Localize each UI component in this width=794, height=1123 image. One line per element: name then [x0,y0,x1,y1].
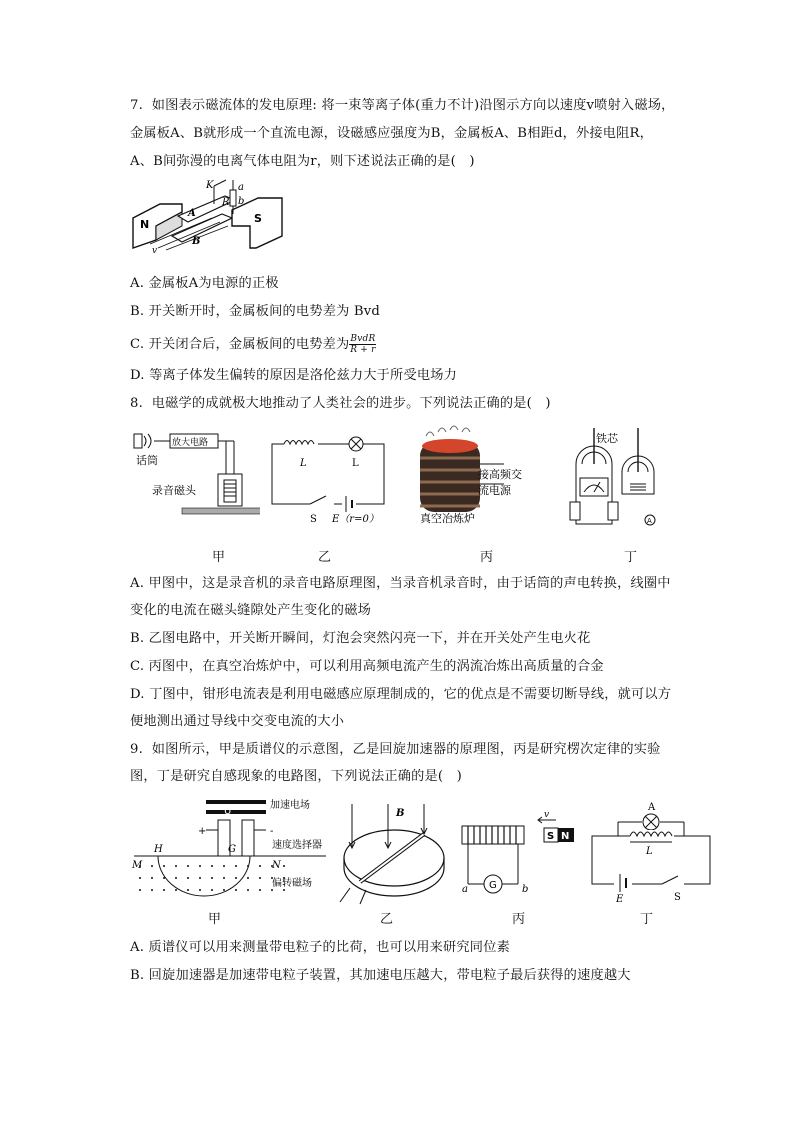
q8-jia-mic-label: 话筒 [136,454,158,467]
q9-jia-deflect-label: 偏转磁场 [272,878,312,889]
q9-jia-n-label: N [272,860,281,871]
q8-figure-yi [270,434,390,526]
q9-jia-g-label: G [228,844,236,855]
q7-option-c-fraction [349,334,376,355]
q7-option-c [130,334,376,355]
q9-jia-plus: + [198,826,207,837]
q9-ding-s-label: S [674,892,681,903]
q8-yi-switch-label: S [310,514,317,525]
q9-figure-bing [460,808,580,900]
q8-option-c: C. 丙图中，在真空冶炼炉中，可以利用高频电流产生的涡流冶炼出高质量的合金 [130,659,604,674]
q9-jia-m-label: M [132,860,143,871]
q9-option-a: A. 质谱仪可以用来测量带电粒子的比荷，也可以用来研究同位素 [130,940,510,955]
q7-label-r: R [222,197,230,208]
q7-label-v: v [152,246,158,256]
q8-bing-hf-label-2: 流电源 [478,484,511,497]
q9-stem-line-1: 9. 如图所示，甲是质谱仪的示意图，乙是回旋加速器的原理图，丙是研究楞次定律的实验 [130,742,661,757]
q9-option-b: B. 回旋加速器是加速带电粒子装置，其加速电压越大，带电粒子最后获得的速度越大 [130,968,631,983]
q8-option-a-line-1: A. 甲图中，这是录音机的录音电路原理图，当录音机录音时，由于话筒的声电转换，线圈中 [130,576,671,591]
svg-text:A: A [647,517,652,525]
q9-ding-l-label: L [646,846,653,857]
q7-stem-line-2: 金属板A、B就形成一个直流电源，设磁感应强度为B，金属板A、B相距d，外接电阻R， [130,126,654,141]
q9-stem-line-2: 图，丁是研究自感现象的电路图，下列说法正确的是( ) [130,769,462,784]
q8-yi-emf-label: E（r=0） [332,514,379,525]
q7-label-a: a [238,182,244,193]
q7-mhd-generator-figure [130,178,290,258]
q8-caption-bing: 丙 [480,550,494,565]
q9-figure-ding [586,800,718,904]
q7-label-b: b [238,196,245,207]
q7-label-plate-a: A [188,208,196,219]
q9-caption-jia: 甲 [208,912,222,927]
q8-option-a-line-2: 变化的电流在磁头缝隙处产生变化的磁场 [130,603,371,618]
q9-figure-jia [130,794,340,906]
q9-bing-s-label: S [547,831,555,842]
q9-jia-minus: - [270,826,274,837]
q8-stem: 8. 电磁学的成就极大地推动了人类社会的进步。下列说法正确的是( ) [130,396,551,411]
q7-label-s: S [254,212,262,225]
q9-figure-yi [338,798,450,906]
q7-stem-line-1: 7. 如图表示磁流体的发电原理: 将一束等离子体(重力不计)沿图示方向以速度v喷射入磁场， [130,98,675,113]
q9-bing-n-label: N [561,831,570,842]
q7-stem-line-3: A、B间弥漫的电离气体电阻为r，则下述说法正确的是( ) [130,154,475,169]
q9-bing-galvanometer-label: G [489,880,497,891]
q7-label-plate-b: B [192,236,201,247]
q8-option-d-line-1: D. 丁图中，钳形电流表是利用电磁感应原理制成的，它的优点是不需要切断导线，就可以方 [130,687,672,702]
q8-ding-core-label: 铁芯 [596,432,618,445]
q7-label-n: N [140,218,150,231]
q8-figure-ding [556,424,676,532]
q7-option-d: D. 等离子体发生偏转的原因是洛伦兹力大于所受电场力 [130,368,457,383]
q9-ding-e-label: E [616,894,624,904]
q8-figure-jia [130,424,260,524]
q9-jia-h-label: H [154,844,163,855]
q7-option-a: A. 金属板A为电源的正极 [130,276,279,291]
q9-caption-yi: 乙 [380,912,394,927]
q8-caption-jia: 甲 [212,550,226,565]
q9-jia-u-label: U [224,806,232,817]
q8-yi-coil-label: L [300,458,307,469]
q8-caption-yi: 乙 [318,550,332,565]
q8-figure-bing [408,424,538,528]
q9-caption-ding: 丁 [640,912,654,927]
q9-ding-a-label: A [648,802,656,813]
q9-bing-v-label: v [544,810,550,820]
q7-option-c-text: C. 开关闭合后，金属板间的电势差为 [130,337,350,352]
q7-option-c-numerator: BvdR [350,334,376,344]
q8-option-d-line-2: 便地测出通过导线中交变电流的大小 [130,714,345,729]
q9-bing-b-label: b [522,884,529,895]
q8-jia-amp-label: 放大电路 [172,438,209,448]
q9-jia-selector-label: 速度选择器 [272,840,322,851]
q8-bing-hf-label-1: 接高频交 [478,468,522,481]
q8-bing-furnace-label: 真空冶炼炉 [420,512,475,525]
q8-jia-head-label: 录音磁头 [152,484,196,497]
q8-option-b: B. 乙图电路中，开关断开瞬间，灯泡会突然闪亮一下，并在开关处产生电火花 [130,631,591,646]
q9-jia-accel-label: 加速电场 [270,800,310,811]
q7-label-k: K [206,180,214,191]
q9-caption-bing: 丙 [512,912,526,927]
q7-option-c-denominator: R + r [350,345,376,355]
q8-yi-lamp-label: L [352,458,359,469]
q7-option-b: B. 开关断开时，金属板间的电势差为 Bvd [130,304,381,319]
q9-yi-b-label: B [396,808,405,819]
q8-caption-ding: 丁 [624,550,638,565]
q9-bing-a-label: a [462,884,468,895]
